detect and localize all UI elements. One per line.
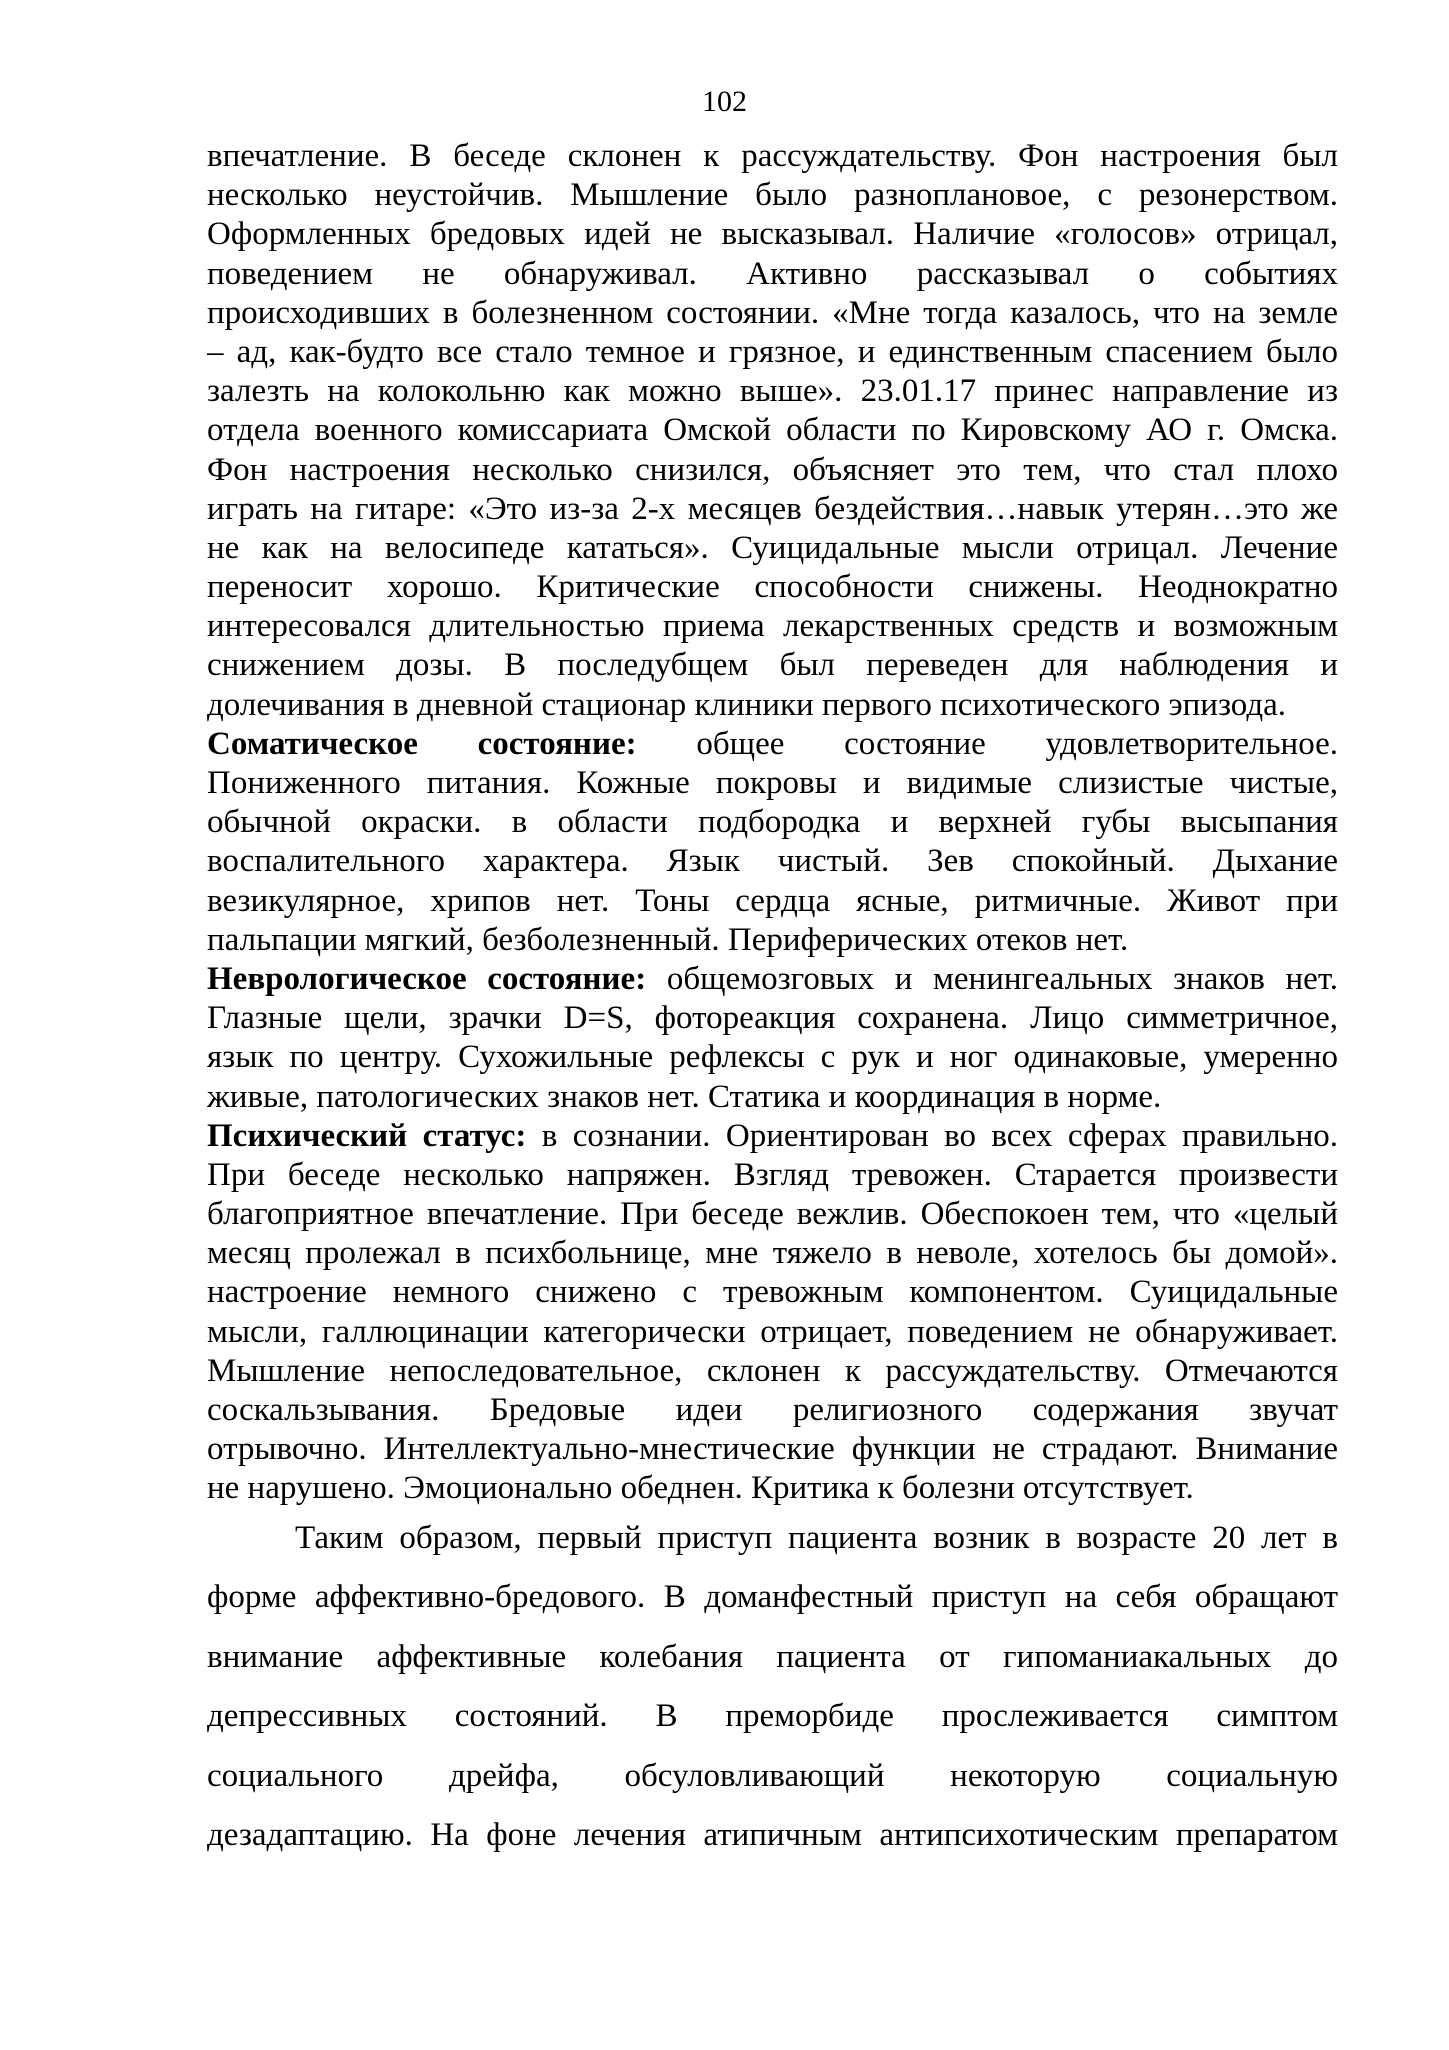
somatic-section xyxy=(207,725,1338,960)
page-body xyxy=(207,137,1338,1876)
text-line: играть на гитаре: «Это из-за 2-х месяцев бездействия…навык утерян…это же xyxy=(207,490,1338,527)
text-line: поведением не обнаруживал. Активно рассказывал о событиях xyxy=(207,255,1338,292)
text-line: соскальзывания. Бредовые идеи религиозного содержания звучат xyxy=(207,1392,1338,1428)
text-line: При беседе несколько напряжен. Взгляд тревожен. Старается произвести xyxy=(207,1156,1338,1193)
text-line: Мышление непоследовательное, склонен к рассуждательству. Отмечаются xyxy=(207,1352,1338,1389)
psych-heading: Психический статус: xyxy=(207,1117,527,1154)
text-line: мысли, галлюцинации категорически отрицает, поведением не обнаруживает. xyxy=(207,1313,1338,1350)
text-line: Оформленных бредовых идей не высказывал. Наличие «голосов» отрицал, xyxy=(207,216,1338,253)
text-line: впечатление. В беседе склонен к рассуждательству. Фон настроения был xyxy=(207,138,1338,174)
text-line: дезадаптацию. На фоне лечения атипичным антипсихотическим препаратом xyxy=(207,1817,1338,1854)
text-line: переносит хорошо. Критические способности снижены. Неоднократно xyxy=(207,569,1338,606)
text-line: происходивших в болезненном состоянии. «Мне тогда казалось, что на земле xyxy=(207,294,1338,331)
section-first-line xyxy=(207,960,1338,999)
text-line: несколько неустойчив. Мышление было разноплановое, с резонерством. xyxy=(207,177,1338,214)
neuro-first-text: общемозговых и менингеальных знаков нет. xyxy=(666,960,1338,997)
somatic-heading: Соматическое состояние: xyxy=(207,725,637,762)
text-line: отдела военного комиссариата Омской области по Кировскому АО г. Омска. xyxy=(207,412,1338,449)
conclusion-paragraph xyxy=(207,1519,1338,1876)
text-line: настроение немного снижено с тревожным компонентом. Суицидальные xyxy=(207,1274,1338,1311)
text-line: обычной окраски. в области подбородка и верхней губы высыпания xyxy=(207,804,1338,841)
text-line: живые, патологических знаков нет. Статика и координация в норме. xyxy=(207,1078,1162,1115)
text-line: не как на велосипеде кататься». Суицидальные мысли отрицал. Лечение xyxy=(207,529,1338,566)
text-line: внимание аффективные колебания пациента от гипоманиакальных до xyxy=(207,1638,1338,1675)
text-line: долечивания в дневной стационар клиники первого психотического эпизода. xyxy=(207,686,1287,723)
text-line: – ад, как-будто все стало темное и грязное, и единственным спасением было xyxy=(207,333,1338,370)
text-line: залезть на колокольню как можно выше». 23.01.17 принес направление из xyxy=(207,373,1338,410)
section-first-line xyxy=(207,1117,1338,1156)
text-line: отрывочно. Интеллектуально-мнестические функции не страдают. Внимание xyxy=(207,1431,1338,1468)
text-line: воспалительного характера. Язык чистый. Зев спокойный. Дыхание xyxy=(207,843,1338,880)
text-line: социального дрейфа, обсуловливающий некоторую социальную xyxy=(207,1757,1338,1794)
case-notes xyxy=(207,137,1338,1509)
somatic-first-text: общее состояние удовлетворительное. xyxy=(696,725,1338,762)
intro-paragraph xyxy=(207,137,1338,725)
text-line: Пониженного питания. Кожные покровы и видимые слизистые чистые, xyxy=(207,765,1338,801)
text-line: Таким образом, первый приступ пациента возник в возрасте 20 лет в xyxy=(295,1519,1338,1556)
neuro-heading: Неврологическое состояние: xyxy=(207,960,647,997)
text-line: форме аффективно-бредового. В доманфестный приступ на себя обращают xyxy=(207,1579,1338,1616)
text-line: не нарушено. Эмоционально обеднен. Критика к болезни отсутствует. xyxy=(207,1470,1194,1507)
neuro-section xyxy=(207,960,1338,1117)
text-line: везикулярное, хрипов нет. Тоны сердца ясные, ритмичные. Живот при xyxy=(207,882,1338,919)
text-line: Глазные щели, зрачки D=S, фотореакция сохранена. Лицо симметричное, xyxy=(207,1000,1338,1037)
page-number: 102 xyxy=(702,85,747,118)
text-line: пальпации мягкий, безболезненный. Периферических отеков нет. xyxy=(207,921,1129,958)
text-line: депрессивных состояний. В преморбиде прослеживается симптом xyxy=(207,1698,1338,1735)
text-line: благоприятное впечатление. При беседе вежлив. Обеспокоен тем, что «целый xyxy=(207,1196,1338,1233)
text-line: Фон настроения несколько снизился, объясняет это тем, что стал плохо xyxy=(207,451,1338,488)
psych-first-text: в сознании. Ориентирован во всех сферах правильно. xyxy=(541,1117,1338,1154)
text-line: месяц пролежал в психбольнице, мне тяжело в неволе, хотелось бы домой». xyxy=(207,1235,1338,1272)
text-line: интересовался длительностью приема лекарственных средств и возможным xyxy=(207,608,1338,645)
psych-section xyxy=(207,1117,1338,1509)
text-line: язык по центру. Сухожильные рефлексы с рук и ног одинаковые, умеренно xyxy=(207,1039,1338,1076)
text-line: снижением дозы. В последубщем был переведен для наблюдения и xyxy=(207,647,1338,684)
section-first-line xyxy=(207,725,1338,764)
